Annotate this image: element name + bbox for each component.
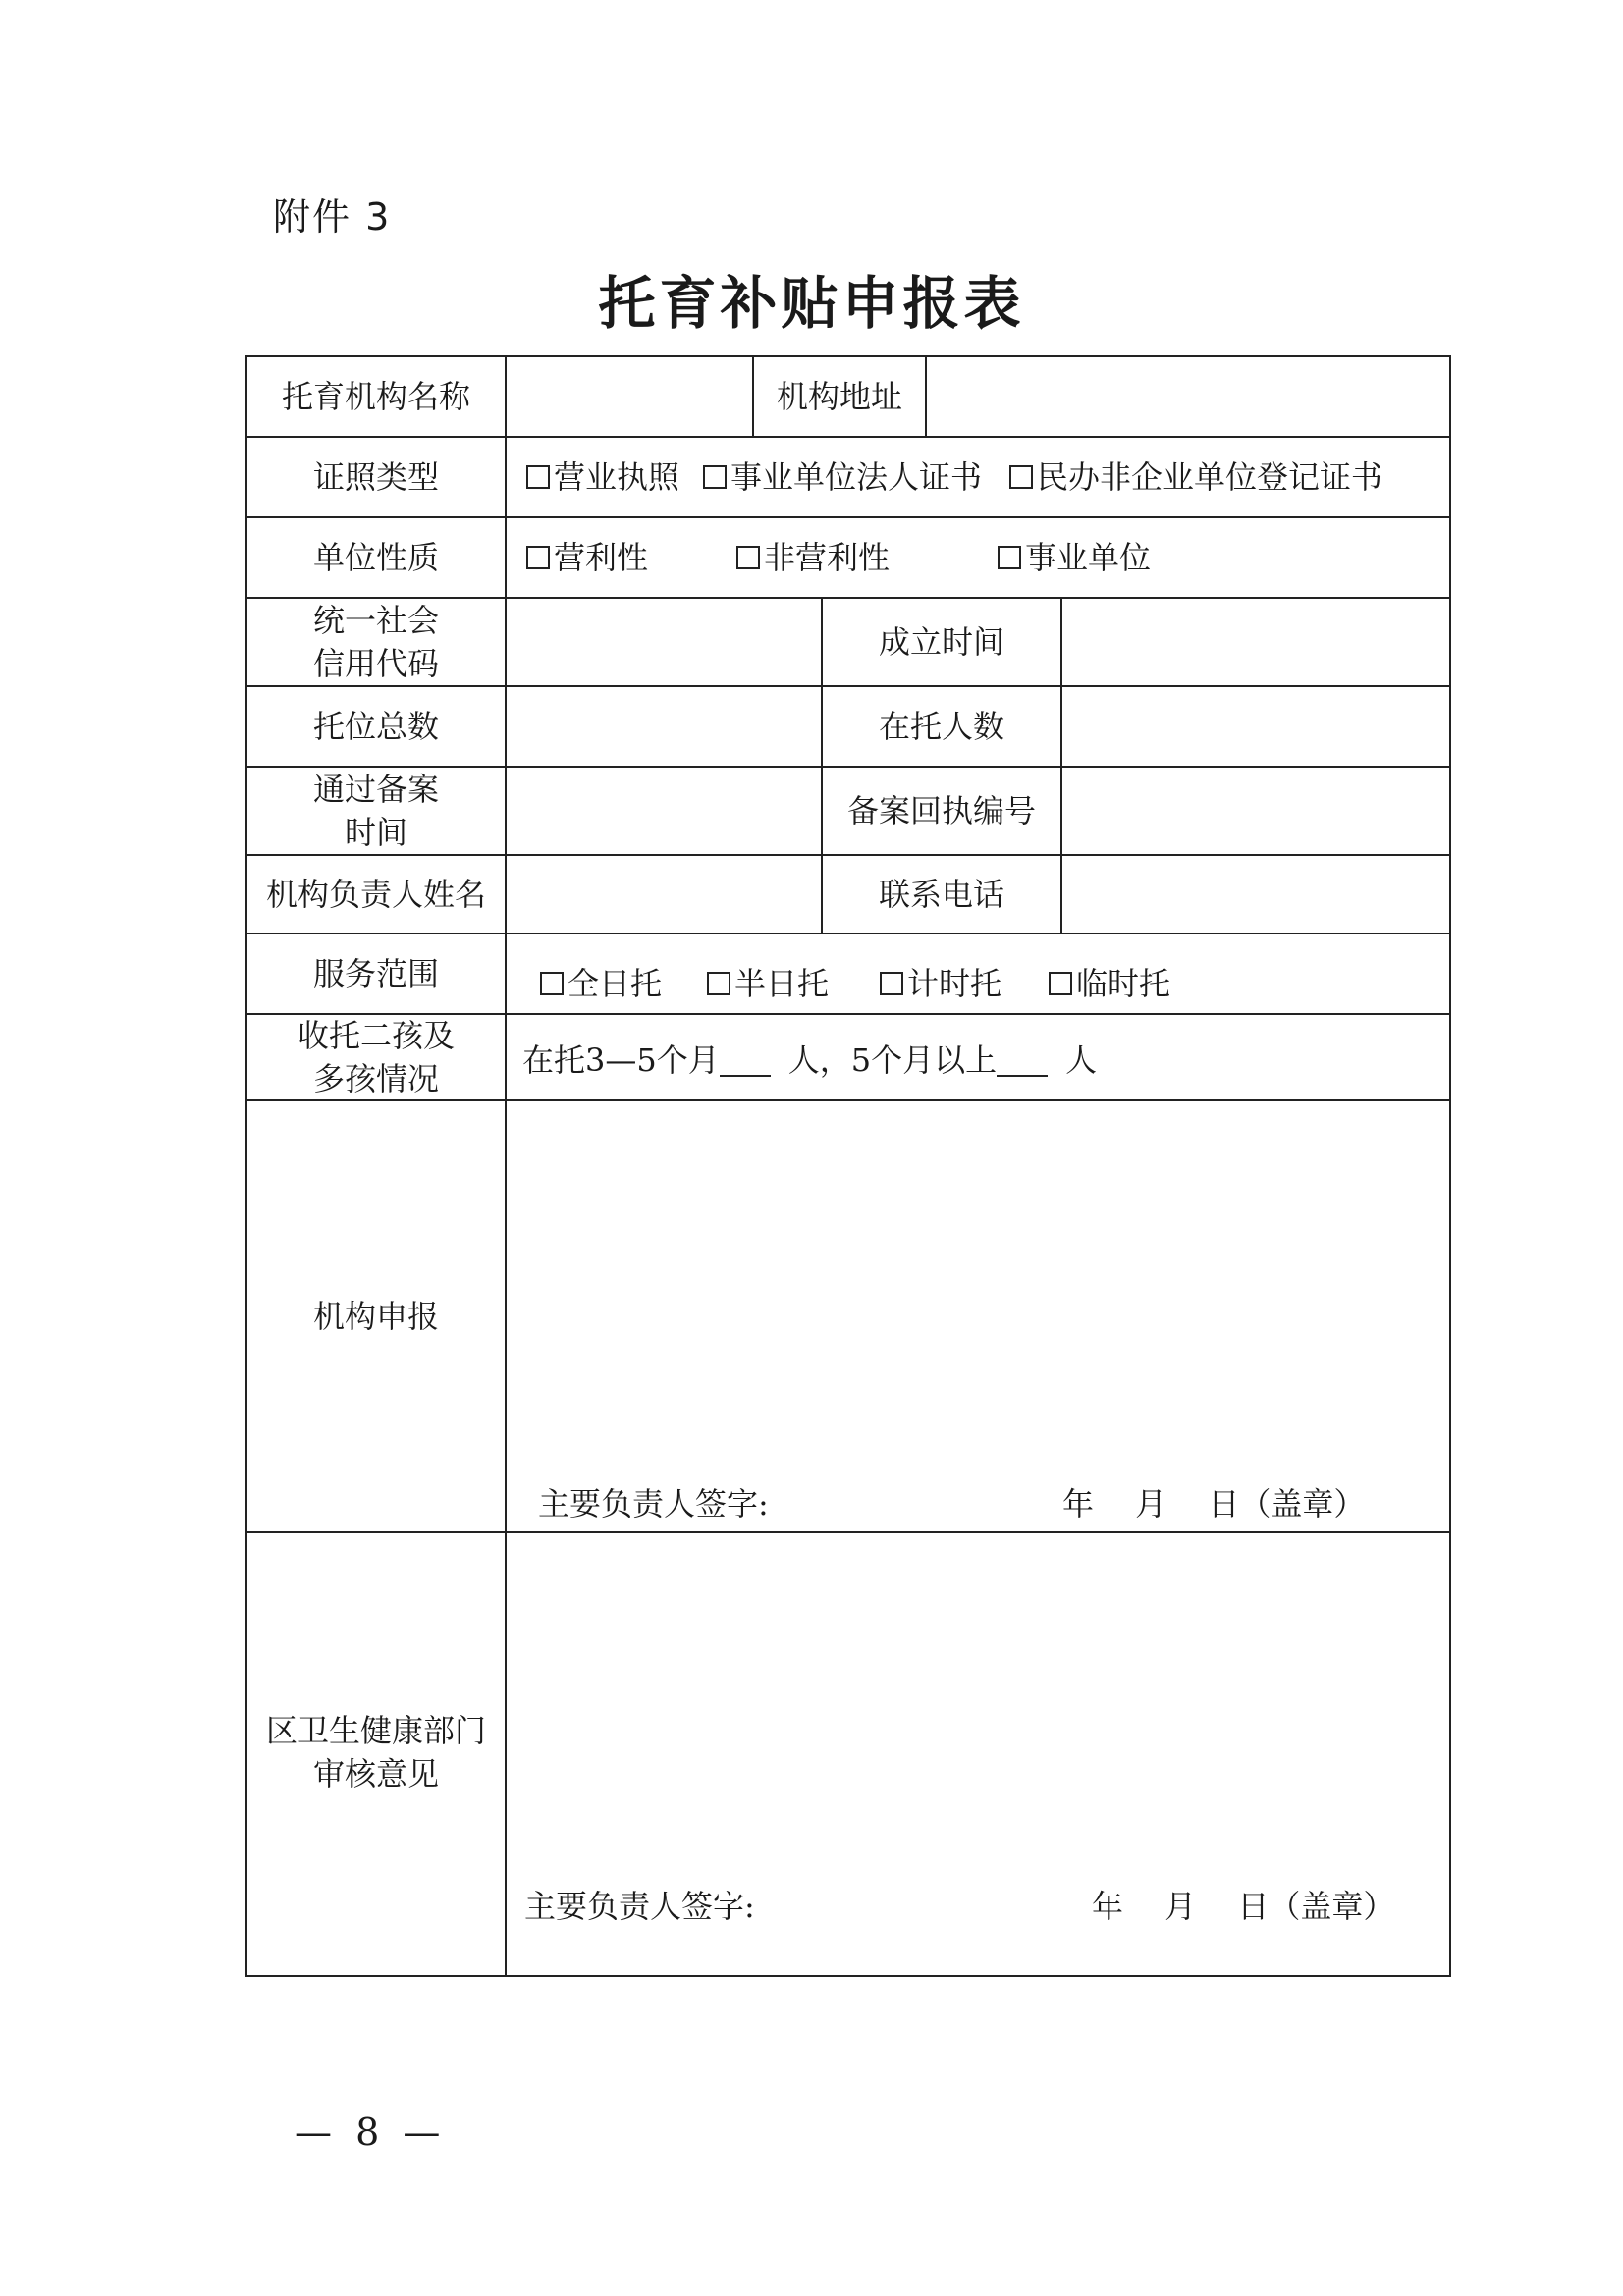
review-label: 区卫生健康部门 审核意见	[265, 1712, 486, 1792]
established-field[interactable]	[1062, 599, 1447, 685]
checkbox-icon	[526, 546, 550, 569]
service-scope-label: 服务范围	[312, 955, 439, 992]
count-3-5-months-field[interactable]	[720, 1045, 771, 1077]
checkbox-icon	[540, 972, 564, 995]
attachment-label: 附件 3	[273, 195, 392, 239]
filing-receipt-label: 备案回执编号	[846, 792, 1036, 829]
nature-label: 单位性质	[312, 539, 439, 576]
filing-time-field[interactable]	[507, 768, 821, 854]
institution-report-label: 机构申报	[312, 1298, 439, 1335]
license-type-label: 证照类型	[312, 458, 439, 496]
review-signature-label: 主要负责人签字:	[524, 1888, 755, 1925]
institution-date-seal: 年 月 日（盖章）	[1062, 1485, 1366, 1522]
service-option-temporary[interactable]: 临时托	[1049, 962, 1170, 1005]
institution-name-field[interactable]	[507, 357, 752, 436]
checkbox-icon	[703, 465, 727, 489]
nature-option-public-institution[interactable]: 事业单位	[998, 536, 1151, 579]
address-label: 机构地址	[776, 378, 902, 415]
phone-label: 联系电话	[878, 876, 1004, 913]
phone-field[interactable]	[1062, 856, 1447, 933]
checkbox-icon	[707, 972, 730, 995]
service-option-full-day[interactable]: 全日托	[540, 962, 662, 1005]
review-date-seal: 年 月 日（盖章）	[1092, 1888, 1395, 1925]
service-option-hourly[interactable]: 计时托	[880, 962, 1001, 1005]
address-field[interactable]	[927, 357, 1447, 436]
nature-option-profit[interactable]: 营利性	[526, 536, 648, 579]
established-label: 成立时间	[878, 623, 1004, 661]
enrolled-label: 在托人数	[878, 708, 1004, 745]
institution-report-field[interactable]	[507, 1101, 1447, 1474]
second-child-text: 在托3—5个月 人，5个月以上 人	[522, 1041, 1098, 1079]
enrolled-field[interactable]	[1062, 687, 1447, 766]
checkbox-icon	[1049, 972, 1072, 995]
total-slots-label: 托位总数	[312, 708, 439, 745]
second-child-label: 收托二孩及 多孩情况	[297, 1017, 455, 1097]
head-name-label: 机构负责人姓名	[265, 876, 486, 913]
service-option-half-day[interactable]: 半日托	[707, 962, 829, 1005]
institution-signature-label: 主要负责人签字:	[538, 1485, 769, 1522]
head-name-field[interactable]	[507, 856, 821, 933]
credit-code-field[interactable]	[507, 599, 821, 685]
checkbox-icon	[736, 546, 760, 569]
checkbox-icon	[998, 546, 1021, 569]
total-slots-field[interactable]	[507, 687, 821, 766]
license-option-public-institution[interactable]: 事业单位法人证书	[703, 455, 982, 499]
checkbox-icon	[526, 465, 550, 489]
document-title: 托育补贴申报表	[598, 270, 1025, 337]
page-number: — 8 —	[295, 2110, 447, 2154]
checkbox-icon	[1009, 465, 1033, 489]
review-field[interactable]	[507, 1533, 1447, 1877]
institution-name-label: 托育机构名称	[281, 378, 470, 415]
license-option-business[interactable]: 营业执照	[526, 455, 679, 499]
license-option-private-nonenterprise[interactable]: 民办非企业单位登记证书	[1009, 455, 1382, 499]
filing-receipt-field[interactable]	[1062, 768, 1447, 854]
checkbox-icon	[880, 972, 903, 995]
count-over-5-months-field[interactable]	[997, 1045, 1048, 1077]
filing-time-label: 通过备案 时间	[312, 771, 439, 851]
credit-code-label: 统一社会 信用代码	[312, 602, 439, 682]
nature-option-nonprofit[interactable]: 非营利性	[736, 536, 890, 579]
